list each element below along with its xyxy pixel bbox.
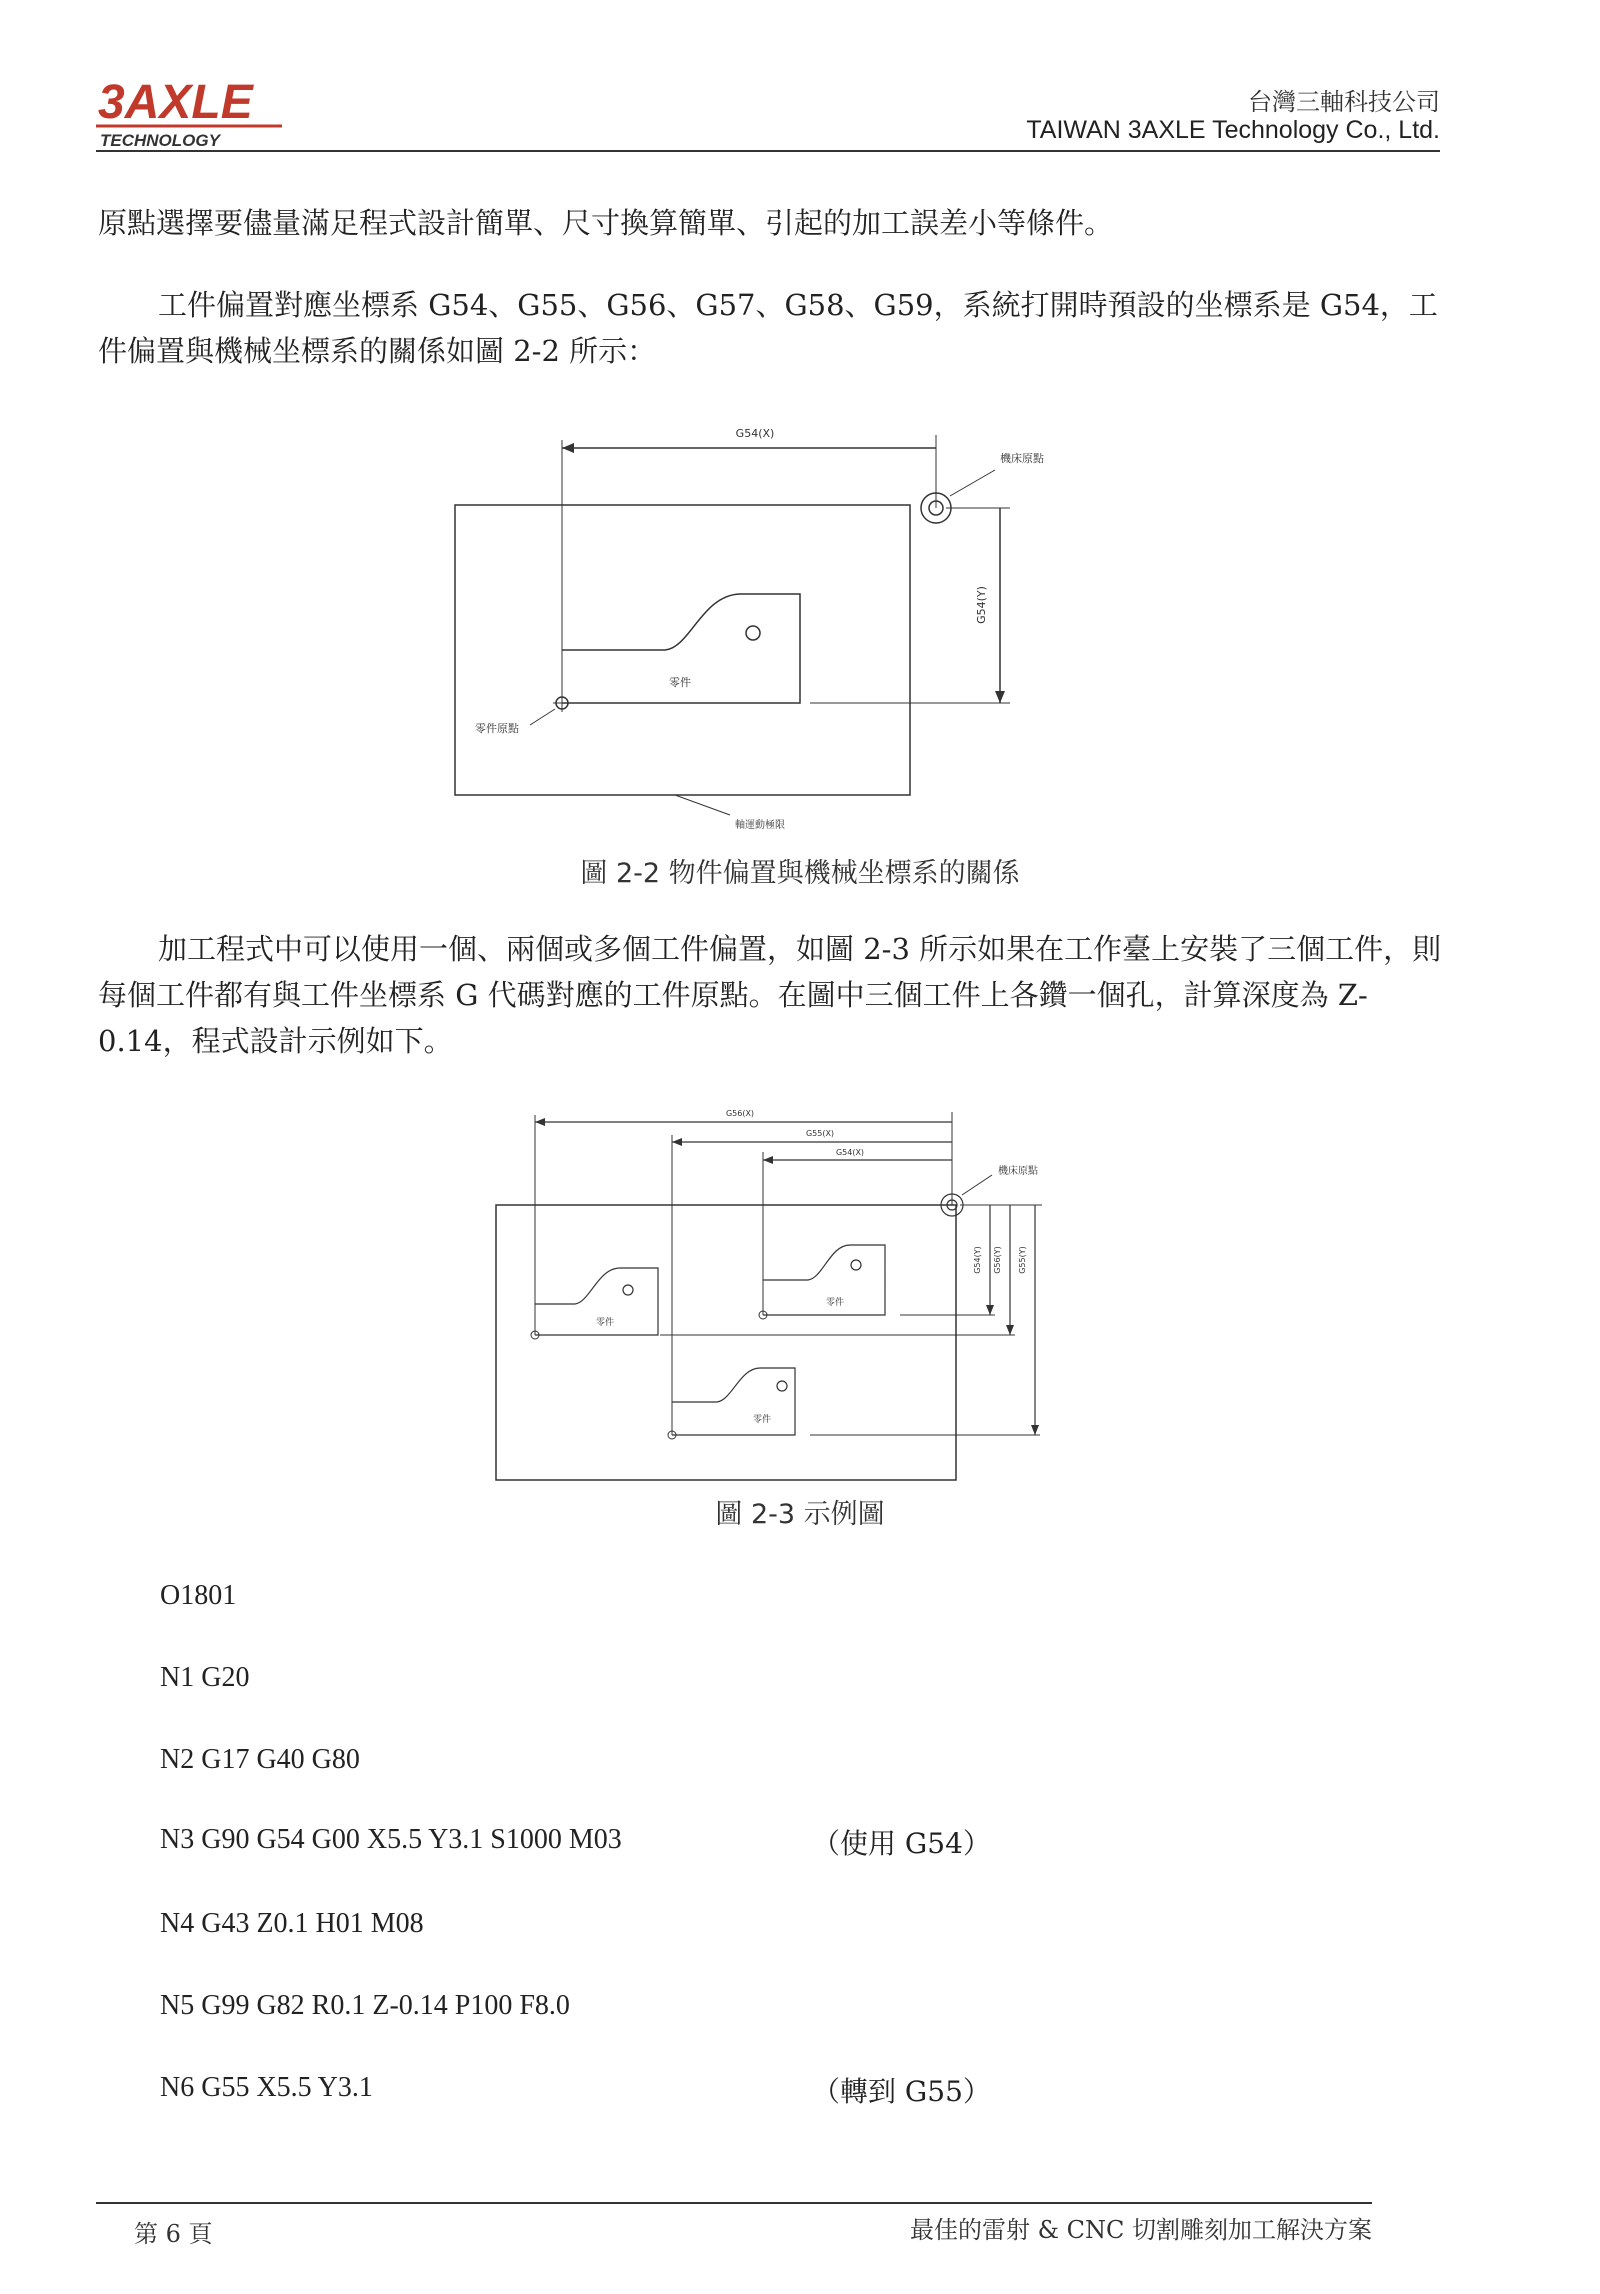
label-g55y: G55(Y) — [1018, 1246, 1027, 1274]
company-name-english: TAIWAN 3AXLE Technology Co., Ltd. — [1026, 116, 1440, 144]
paragraph-multiple-offsets: 加工程式中可以使用一個、兩個或多個工件偏置，如圖 2-3 所示如果在工作臺上安裝了三個工件，則每個工件都有與工件坐標系 G 代碼對應的工件原點。在圖中三個工件上各鑽一個孔，計算深度為 Z-0.14，程式設計示例如下。 — [98, 932, 1442, 1058]
footer-slogan: 最佳的雷射 & CNC 切割雕刻加工解決方案 — [910, 2216, 1372, 2244]
header-divider — [96, 150, 1440, 152]
code-comment: （轉到 G55） — [812, 2075, 991, 2108]
label-part: 零件 — [825, 1298, 845, 1308]
label-machine-origin: 機床原點 — [1000, 452, 1044, 465]
figure-2-3-caption: 圖 2-3 示例圖 — [715, 1499, 885, 1530]
company-logo — [96, 70, 286, 150]
label-part: 零件 — [595, 1318, 615, 1328]
label-g54y: G54(Y) — [975, 586, 988, 624]
label-part: 零件 — [752, 1415, 772, 1425]
drill-hole — [746, 626, 760, 640]
code-line: N2 G17 G40 G80 — [160, 1744, 360, 1775]
label-travel-limit: 軸運動極限 — [735, 820, 785, 831]
figure-2-3 — [490, 1100, 1060, 1490]
drill-hole — [851, 1260, 861, 1270]
label-g55x: G55(X) — [805, 1129, 835, 1138]
label-part: 零件 — [669, 676, 691, 689]
footer-divider — [96, 2202, 1372, 2204]
code-line: N3 G90 G54 G00 X5.5 Y3.1 S1000 M03 — [160, 1824, 622, 1855]
code-line: N1 G20 — [160, 1662, 250, 1693]
part-g54-outline — [763, 1245, 885, 1315]
paragraph-origin-selection: 原點選擇要儘量滿足程式設計簡單、尺寸換算簡單、引起的加工誤差小等條件。 — [98, 206, 1114, 240]
label-g54x: G54(X) — [735, 427, 775, 440]
page-number: 第 6 頁 — [134, 2220, 213, 2248]
label-part-origin: 零件原點 — [475, 722, 519, 735]
code-line: N4 G43 Z0.1 H01 M08 — [160, 1908, 424, 1939]
label-g54x: G54(X) — [835, 1148, 865, 1157]
drill-hole — [777, 1381, 787, 1391]
label-g56x: G56(X) — [725, 1109, 755, 1118]
svg-text:3AXLE: 3AXLE — [98, 76, 253, 129]
machine-table-outline — [455, 505, 910, 795]
svg-text:TECHNOLOGY: TECHNOLOGY — [100, 131, 220, 150]
company-name-chinese: 台灣三軸科技公司 — [1248, 88, 1440, 116]
code-comment: （使用 G54） — [812, 1827, 991, 1860]
figure-2-2 — [440, 420, 1090, 840]
label-g56y: G56(Y) — [993, 1246, 1002, 1274]
machine-table-outline — [496, 1205, 956, 1480]
part-g55-outline — [672, 1368, 795, 1435]
label-g54y: G54(Y) — [973, 1246, 982, 1274]
figure-2-2-caption: 圖 2-2 物件偏置與機械坐標系的關係 — [580, 858, 1020, 889]
drill-hole — [623, 1285, 633, 1295]
paragraph-work-offsets: 工件偏置對應坐標系 G54、G55、G56、G57、G58、G59，系統打開時預設的坐標系是 G54，工件偏置與機械坐標系的關係如圖 2-2 所示： — [98, 288, 1438, 368]
arrowhead — [562, 443, 574, 453]
code-line: O1801 — [160, 1580, 237, 1611]
code-line: N6 G55 X5.5 Y3.1 — [160, 2072, 373, 2103]
label-machine-origin: 機床原點 — [998, 1166, 1038, 1177]
arrowhead — [995, 691, 1005, 703]
code-line: N5 G99 G82 R0.1 Z-0.14 P100 F8.0 — [160, 1990, 570, 2021]
